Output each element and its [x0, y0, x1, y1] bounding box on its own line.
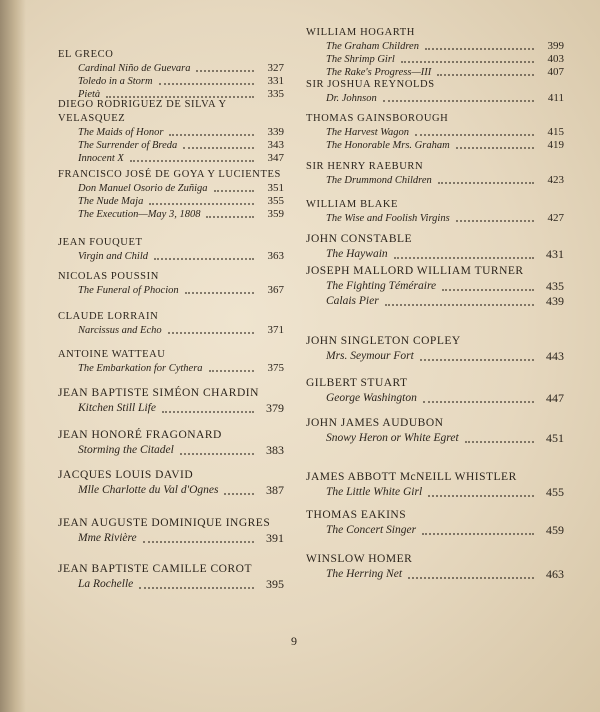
- artwork-title: Snowy Heron or White Egret: [326, 432, 459, 444]
- dot-leader: [420, 359, 534, 361]
- artist-entry: [306, 232, 564, 262]
- artwork-page-number: 335: [267, 88, 284, 100]
- artwork-entry: [306, 294, 564, 309]
- dot-leader: [183, 147, 254, 149]
- artwork-title: The Embarkation for Cythera: [78, 363, 203, 374]
- artwork-entry: [306, 53, 564, 66]
- dot-leader: [422, 533, 534, 535]
- artwork-entry: [306, 485, 564, 500]
- artist-name: SIR JOSHUA REYNOLDS: [306, 79, 435, 90]
- artwork-entry: [58, 362, 284, 375]
- dot-leader: [401, 61, 534, 63]
- artwork-page-number: 379: [266, 401, 284, 415]
- artwork-title: The Maids of Honor: [78, 127, 164, 138]
- dot-leader: [456, 220, 534, 222]
- artwork-title: The Rake's Progress—III: [326, 67, 432, 78]
- artwork-page-number: 411: [547, 92, 564, 104]
- artist-entry: [306, 160, 564, 187]
- dot-leader: [159, 83, 254, 85]
- artist-entry: [306, 264, 564, 309]
- artwork-title: The Execution—May 3, 1808: [78, 209, 201, 220]
- artist-name: THOMAS EAKINS: [306, 509, 407, 521]
- dot-leader: [214, 190, 254, 192]
- artwork-entry: [58, 531, 284, 546]
- dot-leader: [456, 147, 534, 149]
- artist-name: JEAN AUGUSTE DOMINIQUE INGRES: [58, 517, 271, 529]
- artwork-title: George Washington: [326, 392, 417, 404]
- artwork-page-number: 451: [546, 431, 564, 445]
- artwork-title: Don Manuel Osorio de Zuñiga: [78, 183, 208, 194]
- artwork-page-number: 443: [546, 349, 564, 363]
- artist-name: JACQUES LOUIS DAVID: [58, 469, 194, 481]
- artwork-page-number: 331: [267, 75, 284, 87]
- dot-leader: [130, 160, 254, 162]
- artwork-title: The Harvest Wagon: [326, 127, 410, 138]
- artwork-page-number: 387: [266, 483, 284, 497]
- dot-leader: [206, 216, 254, 218]
- artwork-entry: [58, 152, 284, 165]
- dot-leader: [423, 401, 534, 403]
- dot-leader: [383, 100, 534, 102]
- dot-leader: [437, 74, 534, 76]
- dot-leader: [162, 411, 254, 413]
- artwork-page-number: 447: [546, 391, 564, 405]
- artwork-title: Kitchen Still Life: [78, 402, 156, 414]
- artist-entry: [58, 48, 284, 101]
- dot-leader: [180, 453, 254, 455]
- artwork-page-number: 455: [546, 485, 564, 499]
- artist-entry: [58, 168, 284, 221]
- artwork-entry: [306, 92, 564, 105]
- artist-entry: [306, 470, 564, 500]
- dot-leader: [209, 370, 254, 372]
- artwork-page-number: 439: [546, 294, 564, 308]
- dot-leader: [394, 257, 534, 259]
- artwork-entry: [306, 212, 564, 225]
- dot-leader: [196, 70, 254, 72]
- dot-leader: [465, 441, 534, 443]
- artwork-entry: [58, 75, 284, 88]
- artist-name: WILLIAM BLAKE: [306, 199, 399, 210]
- artist-entry: [306, 26, 564, 79]
- artwork-entry: [58, 139, 284, 152]
- artwork-entry: [58, 208, 284, 221]
- artwork-entry: [58, 577, 284, 592]
- artwork-entry: [306, 174, 564, 187]
- artwork-entry: [58, 284, 284, 297]
- artwork-title: Calais Pier: [326, 295, 379, 307]
- artist-entry: [306, 552, 564, 582]
- artwork-page-number: 423: [547, 174, 564, 186]
- artwork-title: The Herring Net: [326, 568, 403, 580]
- dot-leader: [139, 587, 254, 589]
- dot-leader: [425, 48, 534, 50]
- artwork-entry: [306, 139, 564, 152]
- artist-name: JEAN FOUQUET: [58, 237, 143, 248]
- artwork-entry: [306, 391, 564, 406]
- artwork-page-number: 375: [267, 362, 284, 374]
- artist-entry: [306, 416, 564, 446]
- artist-name: JEAN BAPTISTE CAMILLE COROT: [58, 563, 252, 575]
- artist-name: JOHN SINGLETON COPLEY: [306, 335, 461, 347]
- artist-name: JOHN JAMES AUDUBON: [306, 417, 444, 429]
- artist-entry: [306, 78, 564, 105]
- artwork-entry: [58, 62, 284, 75]
- dot-leader: [428, 495, 534, 497]
- artwork-title: Mlle Charlotte du Val d'Ognes: [78, 484, 219, 496]
- artwork-title: The Concert Singer: [326, 524, 417, 536]
- artwork-entry: [306, 279, 564, 294]
- artwork-entry: [306, 567, 564, 582]
- artwork-title: The Little White Girl: [326, 486, 423, 498]
- artwork-page-number: 351: [267, 182, 284, 194]
- artwork-title: The Honorable Mrs. Graham: [326, 140, 450, 151]
- artwork-title: Cardinal Niño de Guevara: [78, 63, 191, 74]
- artist-entry: [58, 468, 284, 498]
- artist-name: CLAUDE LORRAIN: [58, 311, 159, 322]
- artwork-entry: [306, 40, 564, 53]
- artist-entry: [306, 334, 564, 364]
- dot-leader: [185, 292, 254, 294]
- artwork-title: Toledo in a Storm: [78, 76, 153, 87]
- artwork-page-number: 395: [266, 577, 284, 591]
- artwork-entry: [58, 483, 284, 498]
- artwork-entry: [306, 126, 564, 139]
- artwork-title: Narcissus and Echo: [78, 325, 162, 336]
- dot-leader: [154, 258, 254, 260]
- dot-leader: [224, 493, 254, 495]
- artwork-page-number: 339: [267, 126, 284, 138]
- artwork-page-number: 403: [547, 53, 564, 65]
- artwork-title: La Rochelle: [78, 578, 134, 590]
- artwork-entry: [58, 250, 284, 263]
- artist-entry: [58, 562, 284, 592]
- dot-leader: [385, 304, 534, 306]
- artwork-page-number: 415: [547, 126, 564, 138]
- artwork-title: Dr. Johnson: [326, 93, 377, 104]
- artist-entry: [306, 198, 564, 225]
- artist-name: DIEGO RODRIGUEZ DE SILVA Y VELASQUEZ: [58, 99, 227, 124]
- artwork-entry: [58, 126, 284, 139]
- artist-name: NICOLAS POUSSIN: [58, 271, 159, 282]
- artwork-entry: [306, 431, 564, 446]
- artist-entry: [306, 376, 564, 406]
- artwork-title: Virgin and Child: [78, 251, 149, 262]
- artwork-page-number: 347: [267, 152, 284, 164]
- artwork-title: The Surrender of Breda: [78, 140, 178, 151]
- artwork-page-number: 391: [266, 531, 284, 545]
- artwork-entry: [58, 401, 284, 416]
- artwork-page-number: 407: [547, 66, 564, 78]
- artist-entry: [306, 112, 564, 152]
- dot-leader: [408, 577, 534, 579]
- artwork-entry: [58, 443, 284, 458]
- artwork-page-number: 355: [267, 195, 284, 207]
- artwork-title: The Fighting Téméraire: [326, 280, 437, 292]
- dot-leader: [143, 541, 254, 543]
- artist-name: JEAN BAPTISTE SIMÉON CHARDIN: [58, 387, 259, 399]
- page-number: 9: [291, 634, 297, 648]
- artwork-page-number: 363: [267, 250, 284, 262]
- artwork-title: Innocent X: [78, 153, 124, 164]
- artwork-page-number: 435: [546, 279, 564, 293]
- artwork-page-number: 343: [267, 139, 284, 151]
- artwork-title: The Graham Children: [326, 41, 419, 52]
- artwork-title: Mrs. Seymour Fort: [326, 350, 414, 362]
- artist-name: JOHN CONSTABLE: [306, 233, 413, 245]
- artist-name: WINSLOW HOMER: [306, 553, 413, 565]
- artwork-entry: [306, 247, 564, 262]
- artwork-page-number: 427: [547, 212, 564, 224]
- artwork-page-number: 459: [546, 523, 564, 537]
- dot-leader: [168, 332, 254, 334]
- artwork-title: Pietà: [78, 89, 101, 100]
- artist-name: JAMES ABBOTT McNEILL WHISTLER: [306, 471, 517, 483]
- artist-name: THOMAS GAINSBOROUGH: [306, 113, 449, 124]
- artist-entry: [58, 348, 284, 375]
- artwork-page-number: 463: [546, 567, 564, 581]
- artwork-page-number: 359: [267, 208, 284, 220]
- artwork-page-number: 419: [547, 139, 564, 151]
- artist-name: SIR HENRY RAEBURN: [306, 161, 424, 172]
- artwork-title: The Nude Maja: [78, 196, 144, 207]
- artist-entry: [58, 386, 284, 416]
- artwork-entry: [58, 182, 284, 195]
- artwork-entry: [306, 349, 564, 364]
- artwork-page-number: 399: [547, 40, 564, 52]
- artwork-title: The Shrimp Girl: [326, 54, 395, 65]
- artwork-page-number: 327: [267, 62, 284, 74]
- artwork-entry: [58, 195, 284, 208]
- artist-name: EL GRECO: [58, 49, 114, 60]
- artwork-page-number: 367: [267, 284, 284, 296]
- binding-shadow: [0, 0, 26, 712]
- dot-leader: [442, 289, 534, 291]
- artist-name: ANTOINE WATTEAU: [58, 349, 166, 360]
- artist-name: JEAN HONORÉ FRAGONARD: [58, 429, 222, 441]
- artwork-page-number: 431: [546, 247, 564, 261]
- artist-entry: [58, 310, 284, 337]
- artist-name: WILLIAM HOGARTH: [306, 27, 415, 38]
- artist-entry: [58, 428, 284, 458]
- artwork-entry: [306, 523, 564, 538]
- artist-entry: [58, 98, 284, 165]
- artist-entry: [58, 270, 284, 297]
- dot-leader: [169, 134, 254, 136]
- artwork-page-number: 383: [266, 443, 284, 457]
- artwork-entry: [58, 324, 284, 337]
- artist-name: JOSEPH MALLORD WILLIAM TURNER: [306, 265, 524, 277]
- artist-entry: [58, 516, 284, 546]
- artist-entry: [306, 508, 564, 538]
- artwork-title: Mme Rivière: [78, 532, 137, 544]
- dot-leader: [438, 182, 534, 184]
- artwork-title: The Drummond Children: [326, 175, 432, 186]
- dot-leader: [415, 134, 534, 136]
- artwork-title: The Haywain: [326, 248, 388, 260]
- artwork-title: The Funeral of Phocion: [78, 285, 179, 296]
- artist-name: GILBERT STUART: [306, 377, 408, 389]
- artwork-page-number: 371: [267, 324, 284, 336]
- artist-name: FRANCISCO JOSÉ DE GOYA Y LUCIENTES: [58, 169, 281, 180]
- artwork-title: Storming the Citadel: [78, 444, 174, 456]
- dot-leader: [149, 203, 254, 205]
- artist-entry: [58, 236, 284, 263]
- artwork-title: The Wise and Foolish Virgins: [326, 213, 450, 224]
